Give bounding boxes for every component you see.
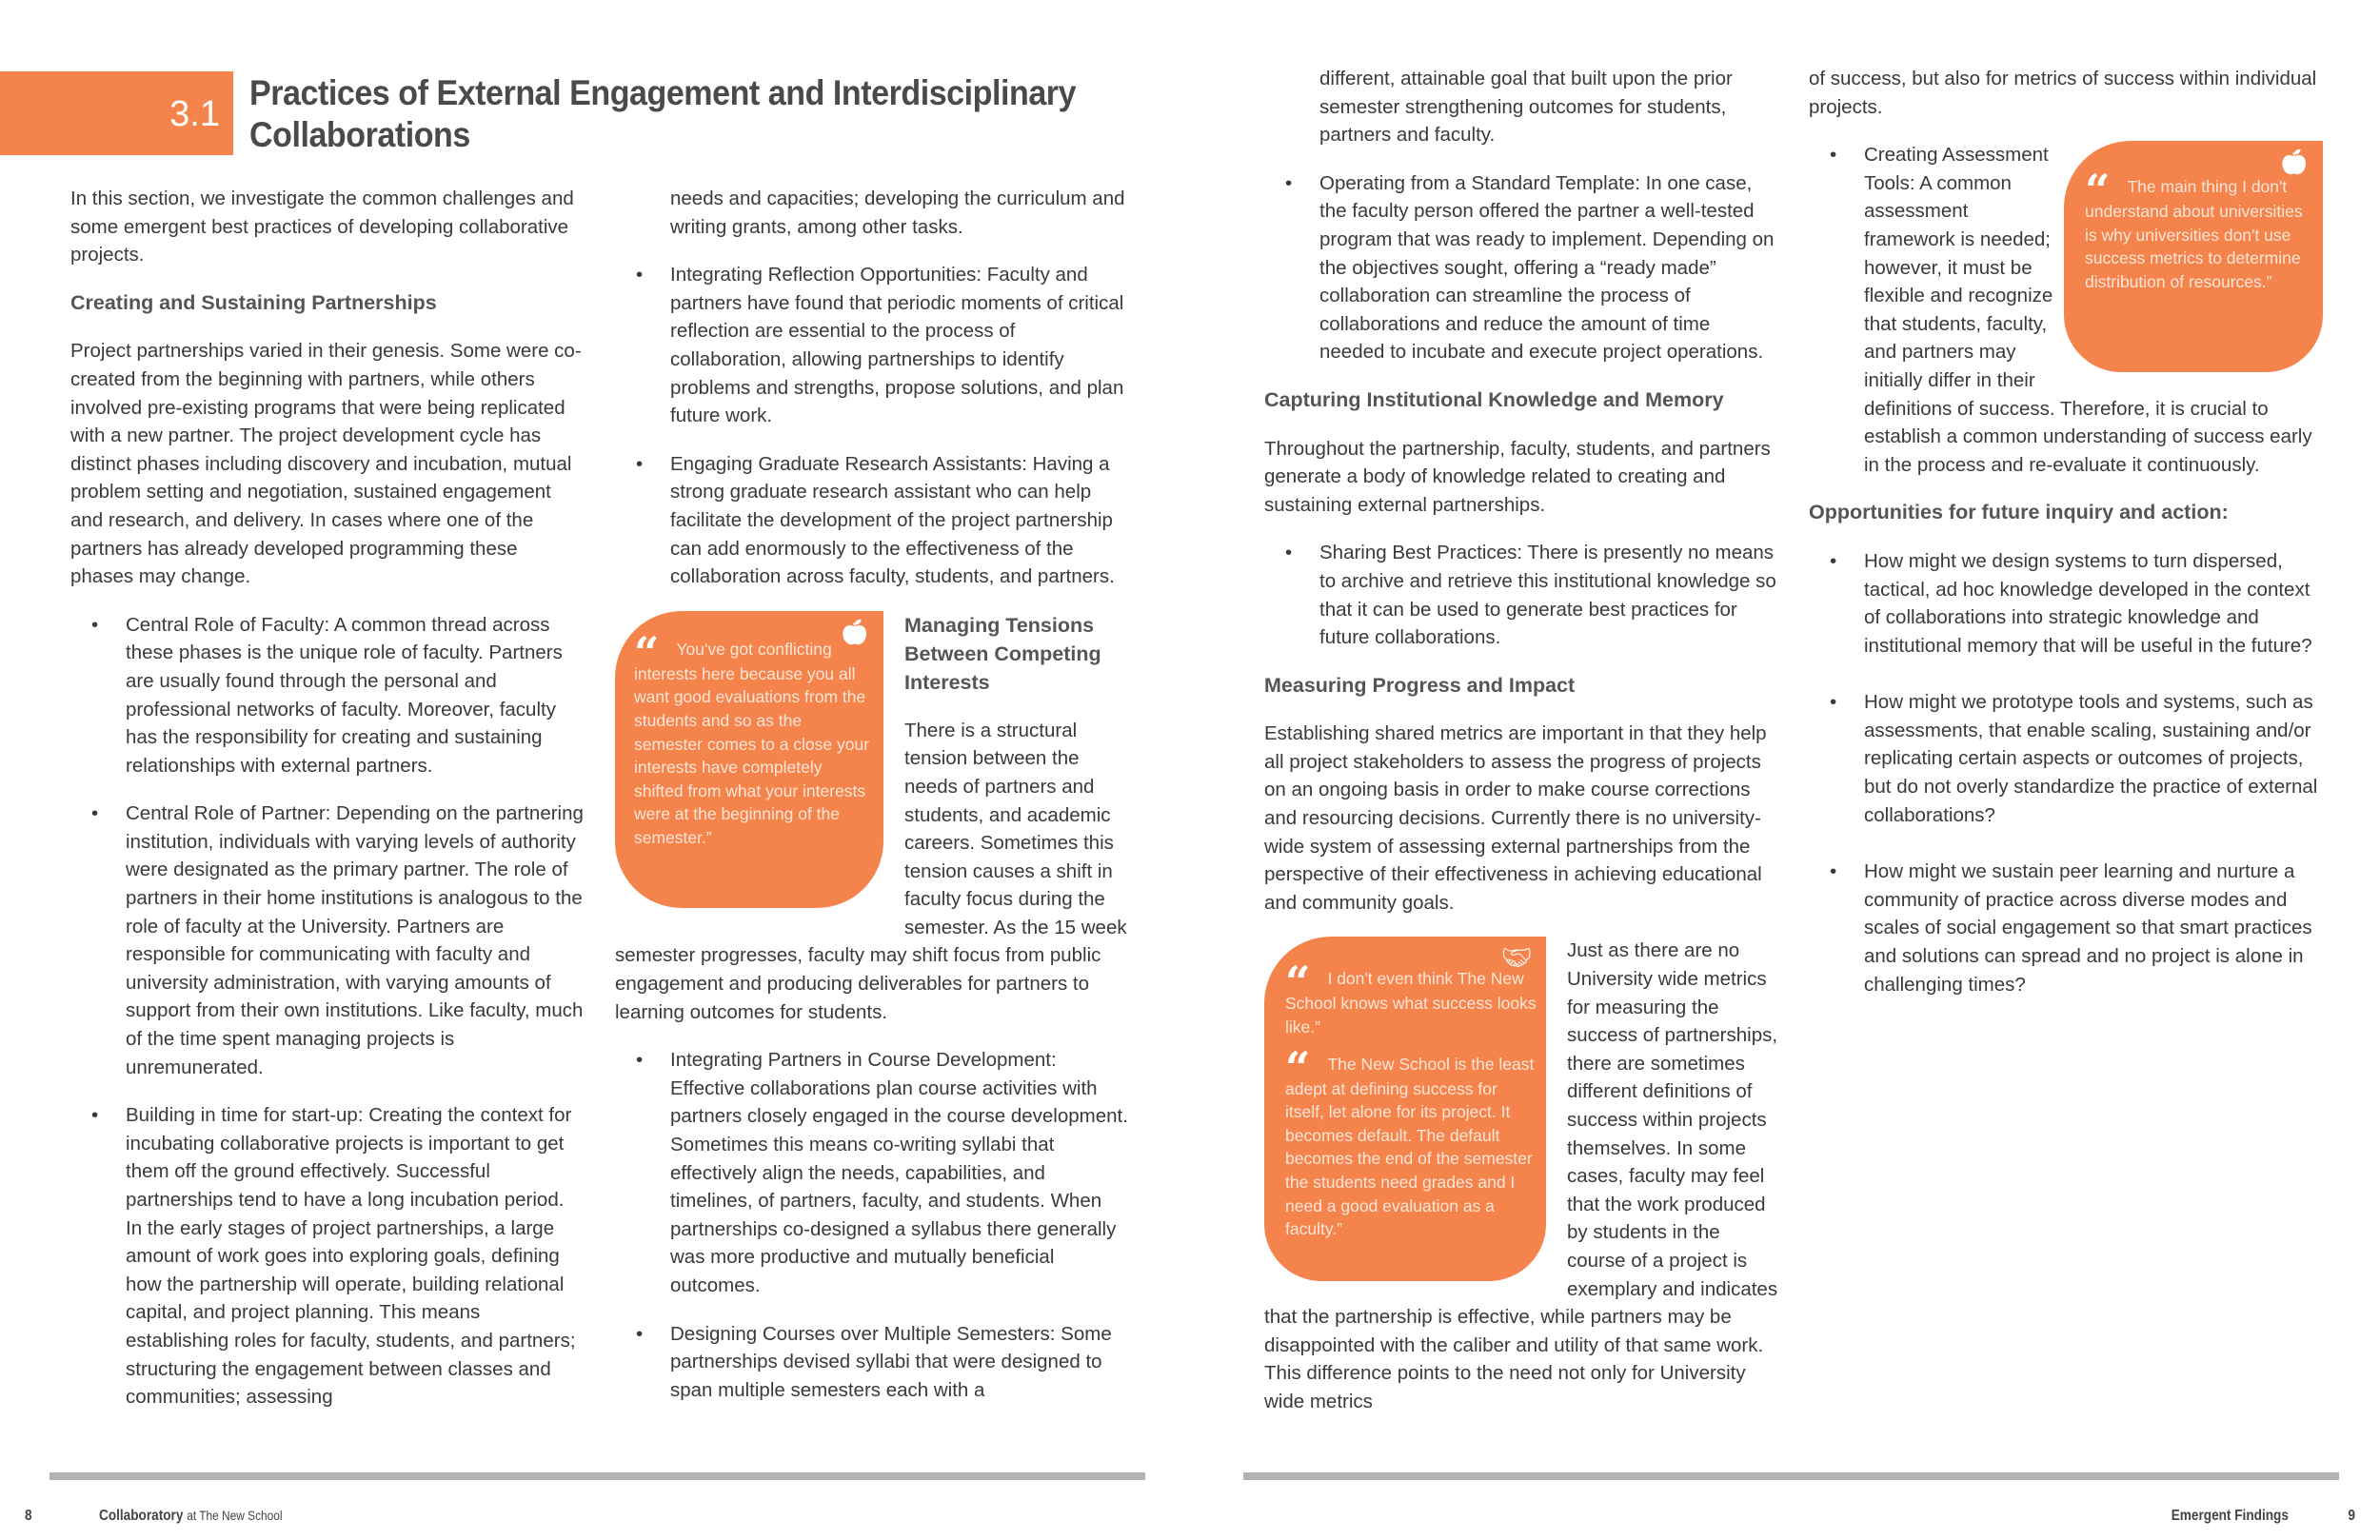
bullet-continuation: needs and capacities; developing the curriculum and writing grants, among other tasks. <box>670 188 1125 238</box>
column-1 <box>70 185 585 1431</box>
bullet-item: • Central Role of Partner: Depending on the partnering institution, individuals with varying levels of authority were designated as the primary partner. The role of partners in their home institutions is analogous to the role of faculty at the University. Partners are responsible for communicating with faculty and university administration, with varying amounts of support from their own institutions. Like faculty, much of the time spent managing projects is unremunerated. <box>70 800 585 1081</box>
page-number-right: 9 <box>2348 1508 2355 1524</box>
bullet-item: • How might we prototype tools and systems, such as assessments, that enable scaling, sustaining and/or replicating certain aspects or outcomes of projects, but do not overly standardize the practice of external collaborations? <box>1809 688 2323 829</box>
apple-icon: 🍎︎ <box>838 617 870 646</box>
quote-mark-icon: “ <box>2085 165 2111 217</box>
footer-brand <box>99 1508 283 1525</box>
bullet-item: • Designing Courses over Multiple Semesters: Some partnerships devised syllabi that were designed to span multiple semesters each with a <box>615 1320 1129 1405</box>
bullet-item: • How might we design systems to turn dispersed, tactical, ad hoc knowledge developed in the context of collaborations into strategic knowledge and institutional memory that will be useful in the future? <box>1809 547 2323 660</box>
paragraph: Throughout the partnership, faculty, students, and partners generate a body of knowledge related to creating and sustaining external partnerships. <box>1264 437 1771 516</box>
paragraph: Just as there are no University wide metrics for measuring the success of partnerships, there are sometimes different definitions of success within projects themselves. In some cases, faculty may feel that the work produced by students in the course of a project is exemplary and indicates that the partnership is effective, while partners may be disappointed with the caliber and utility of that same work. This difference points to the need not only for University wide metrics <box>1264 939 1778 1412</box>
paragraph: There is a structural tension between the needs of partners and students, and academic careers. Sometimes this tension causes a shift in faculty focus during the semester. As the 15 week semester progresses, faculty may shift focus from public engagement and producing deliverables for partners to learning outcomes for students. <box>615 719 1127 1023</box>
bullet-text: Creating Assessment Tools: A common assessment framework is needed; however, it must be flexible and recognize that students, faculty, and partners may initially differ in their definitions of success. Therefore, it is crucial to establish a common understanding of success early in the process and re-evaluate it continuously. <box>1864 144 2312 476</box>
column-3 <box>1264 65 1778 1436</box>
section-number: 3.1 <box>169 94 220 134</box>
bullet-item: • Integrating Partners in Course Development: Effective collaborations plan course activities with partners closely engaged in the course development. Sometimes this means co-writing syllabi that effectively align the needs, capabilities, and timelines, of partners, faculty, and students. When partnerships co-designed a syllabus there generally was more productive and mutually beneficial outcomes. <box>615 1046 1129 1299</box>
footer-rule-right <box>1243 1472 2339 1480</box>
footer-section-label: Emergent Findings <box>2171 1508 2289 1524</box>
quote-text: The New School is the least adept at defining success for itself, let alone for its project. It becomes default. The default becomes the end of the semester the students need grades and I need a good evaluation as a faculty.” <box>1285 1054 1535 1239</box>
section-heading: Creating and Sustaining Partnerships <box>70 290 437 314</box>
quote-box <box>1264 937 1546 1281</box>
bullet-item: • Central Role of Faculty: A common thread across these phases is the unique role of faculty. Partners are usually found through the personal and professional networks of faculty. Moreover, faculty has the responsibility for creating and sustaining relationships with external partners. <box>70 611 585 780</box>
bullet-item: • Operating from a Standard Template: In one case, the faculty person offered the partner a well-tested program that was ready to implement. Depending on the objectives sought, offering a “ready made” collaboration can streamline the process of collaborations and reduce the amount of time needed to incubate and execute project operations. <box>1264 169 1778 366</box>
bullet-item <box>1809 141 2323 479</box>
section-heading: Capturing Institutional Knowledge and Memory <box>1264 387 1724 411</box>
footer-brand-suffix: at The New School <box>187 1508 283 1523</box>
bullet-item: • Integrating Reflection Opportunities: Faculty and partners have found that periodic moments of critical reflection are essential to the process of collaboration, allowing partnerships to identify problems and strengths, propose solutions, and plan future work. <box>615 261 1129 430</box>
footer-rule-left <box>50 1472 1145 1480</box>
section-number-box <box>0 71 233 155</box>
section-heading: Managing Tensions Between Competing Interests <box>904 613 1101 694</box>
intro-paragraph: In this section, we investigate the common challenges and some emergent best practices of developing collaborative projects. <box>70 188 574 267</box>
paragraph: Establishing shared metrics are important in that they help all project stakeholders to assess the progress of projects on an ongoing basis in order to make course corrections and resourcing decisions. Currently there is no university-wide system of assessing external partnerships from the perspective of their effectiveness in achieving educational and community goals. <box>1264 722 1767 914</box>
quote-mark-icon: “ <box>1285 1041 1311 1094</box>
quote-mark-icon: “ <box>634 626 660 679</box>
handshake-icon: 🤝︎ <box>1500 943 1533 973</box>
quote-text: I don't even think The New School knows what success looks like.” <box>1285 969 1537 1037</box>
footer-brand-name: Collaboratory <box>99 1508 184 1524</box>
quote-box <box>615 611 883 908</box>
section-heading: Opportunities for future inquiry and action: <box>1809 501 2229 524</box>
page-number-left: 8 <box>25 1508 32 1524</box>
bullet-item: • Building in time for start-up: Creating the context for incubating collaborative projects is important to get them off the ground effectively. Successful partnerships tend to have a long incubation period. In the early stages of project partnerships, a large amount of work goes into exploring goals, defining how the partnership will operate, building relational capital, and project planning. This means establishing roles for faculty, students, and partners; structuring the engagement between classes and communities; assessing <box>70 1101 585 1412</box>
bullet-item: • How might we sustain peer learning and nurture a community of practice across diverse modes and scales of social engagement so that smart practices and solutions can spread and no project is alone in challenging times? <box>1809 858 2323 998</box>
bullet-continuation: different, attainable goal that built upon the prior semester strengthening outcomes for students, partners and faculty. <box>1319 68 1733 147</box>
page-title: Practices of External Engagement and Interdisciplinary Collaborations <box>249 73 1077 154</box>
quote-text: The main thing I don't understand about universities is why universities don't use success metrics to determine distribution of resources.” <box>2085 177 2303 291</box>
quote-box <box>2064 141 2323 372</box>
paragraph-continuation: of success, but also for metrics of success within individual projects. <box>1809 68 2317 118</box>
bullet-item: • Sharing Best Practices: There is presently no means to archive and retrieve this institutional knowledge so that it can be used to generate best practices for future collaborations. <box>1264 539 1778 651</box>
section-heading: Measuring Progress and Impact <box>1264 673 1576 697</box>
quote-text: You've got conflicting interests here because you all want good evaluations from the students and so as the semester comes to a close your interests have completely shifted from what your interests were at the beginning of the semester.” <box>634 639 870 847</box>
column-4 <box>1809 65 2323 1018</box>
bullet-item: • Engaging Graduate Research Assistants: Having a strong graduate research assistant who can help facilitate the development of the project partnership can add enormously to the effectiveness of the collaboration across faculty, students, and partners. <box>615 450 1129 591</box>
column-2 <box>615 185 1129 1424</box>
apple-icon: • 🍎︎ <box>2277 148 2310 177</box>
quote-mark-icon: “ <box>1285 957 1311 1009</box>
paragraph: Project partnerships varied in their genesis. Some were co-created from the beginning with partners, while others involved pre-existing programs that were being replicated with a new partner. The project development cycle has distinct phases including discovery and incubation, mutual problem setting and negotiation, sustained engagement and research, and delivery. In cases where one of the partners has already developed programming these phases may change. <box>70 340 582 588</box>
